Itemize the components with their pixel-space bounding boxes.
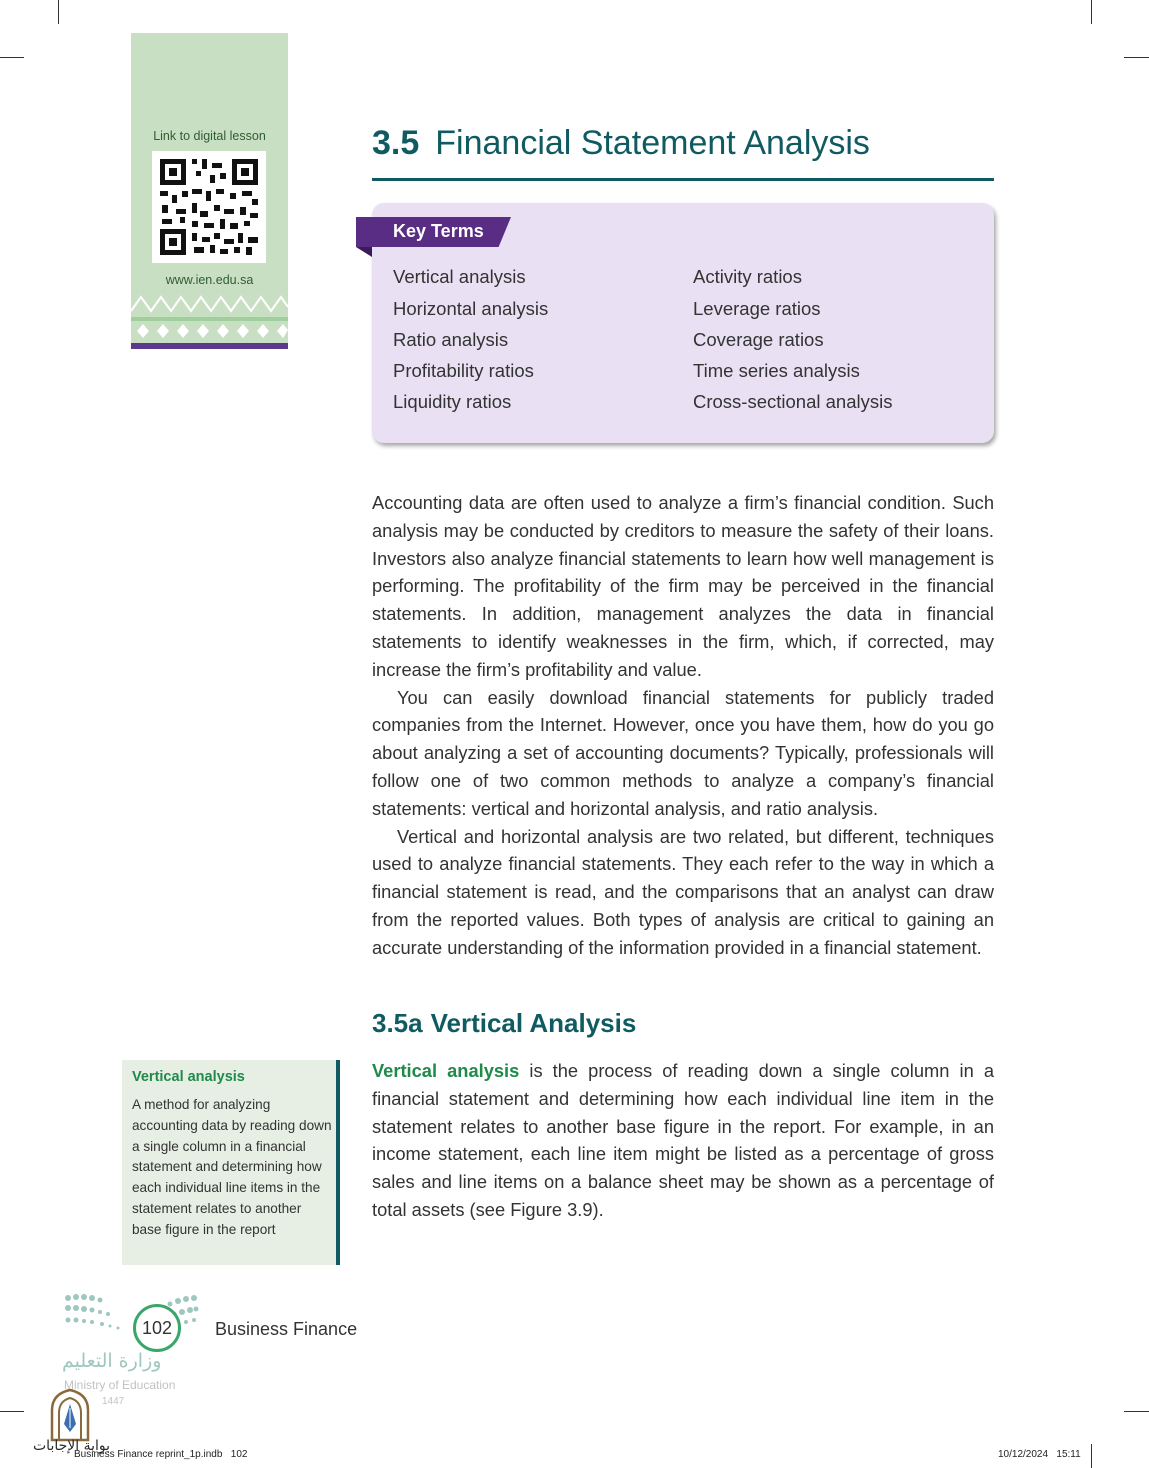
page-number: 102	[141, 1318, 173, 1338]
qr-code-icon[interactable]	[152, 151, 266, 263]
key-term: Cross-sectional analysis	[693, 391, 893, 412]
digital-lesson-panel	[131, 33, 288, 349]
ministry-name-english: Ministry of Education	[64, 1378, 176, 1392]
key-term: Leverage ratios	[693, 298, 821, 319]
key-term: Liquidity ratios	[393, 391, 512, 412]
website-link[interactable]: www.ien.edu.sa	[165, 273, 254, 287]
paragraph: Accounting data are often used to analyze a firm’s financial condition. Such analysis may be conducted by creditors to measure the safety of their loans. Investors also analyze financial statements to learn how well management is performing. The profitability of the firm may be perceived in the financial statements. In addition, management analyzes the data in financial statements to identify weaknesses in the firm, which, if corrected, may increase the firm’s profitability and value.	[372, 492, 994, 680]
section-title-text: Financial Statement Analysis	[435, 124, 870, 162]
book-title: Business Finance	[215, 1319, 358, 1339]
paragraph: Vertical and horizontal analysis are two related, but different, techniques used to analyze financial statements. They each refer to the way in which a financial statement is read, and the comparisons that an analyst can draw from the reported values. Both types of analysis are critical to gaining an accurate understanding of the information provided in a financial statement.	[372, 825, 994, 958]
decorative-pattern	[131, 293, 288, 343]
crop-mark	[0, 1411, 24, 1412]
subsection-title-text: Vertical Analysis	[430, 1008, 637, 1038]
paragraph: You can easily download financial statements for publicly traded companies from the Internet. However, once you have them, how do you go about analyzing a set of accounting documents? Typically, professionals will follow one of two common methods to analyze a company’s financial statements: vertical and horizontal analysis, and ratio analysis.	[372, 686, 994, 819]
key-term: Ratio analysis	[393, 329, 509, 350]
key-term: Time series analysis	[693, 360, 860, 381]
file-slug: Business Finance reprint_1p.indb 102	[74, 1449, 248, 1460]
paragraph	[372, 1057, 994, 1224]
crop-mark	[1091, 0, 1092, 24]
key-terms-label: Key Terms	[393, 221, 484, 241]
crop-mark	[1124, 57, 1149, 58]
ministry-name-arabic: وزارة التعليم	[62, 1350, 162, 1372]
key-term: Vertical analysis	[393, 266, 526, 287]
body-text	[372, 489, 994, 962]
crop-mark	[0, 57, 24, 58]
key-terms-tab-fold	[356, 247, 372, 257]
subsection-body	[372, 1057, 994, 1224]
key-term: Activity ratios	[693, 266, 802, 287]
watermark-logo-icon	[48, 1388, 92, 1442]
glossary-box	[122, 1060, 340, 1265]
ministry-logo-dots-icon	[62, 1292, 202, 1336]
glossary-term: Vertical analysis	[132, 1069, 245, 1085]
glossary-definition: A method for analyzing accounting data by reading down a single column in a financial statement and determining how each individual line items in the statement relates to another base figure in the report	[132, 1097, 332, 1237]
crop-mark	[58, 0, 59, 24]
section-title	[372, 124, 870, 163]
key-term: Horizontal analysis	[393, 298, 549, 319]
ministry-year: 1447	[102, 1396, 125, 1407]
section-number: 3.5	[372, 124, 420, 162]
panel-accent-bar	[131, 343, 288, 349]
definition-text: is the process of reading down a single column in a financial statement and determining how each individual line item in the statement relates to another base figure in the report. For example, in an income statement, each line item might be listed as a percentage of gross sales and line items on a balance sheet may be shown as a percentage of total assets (see Figure 3.9).	[372, 1060, 994, 1220]
print-timestamp: 10/12/2024 15:11	[998, 1449, 1081, 1460]
watermark-text: بوابة الإجابات	[33, 1438, 111, 1454]
key-term: Coverage ratios	[693, 329, 824, 350]
title-underline	[372, 178, 994, 181]
digital-lesson-link[interactable]: Link to digital lesson	[153, 129, 266, 143]
crop-mark	[1124, 1411, 1149, 1412]
crop-mark	[1091, 1444, 1092, 1468]
defined-term: Vertical analysis	[372, 1060, 520, 1081]
subsection-title	[372, 1008, 636, 1039]
subsection-number: 3.5a	[372, 1008, 423, 1038]
key-term: Profitability ratios	[393, 360, 534, 381]
